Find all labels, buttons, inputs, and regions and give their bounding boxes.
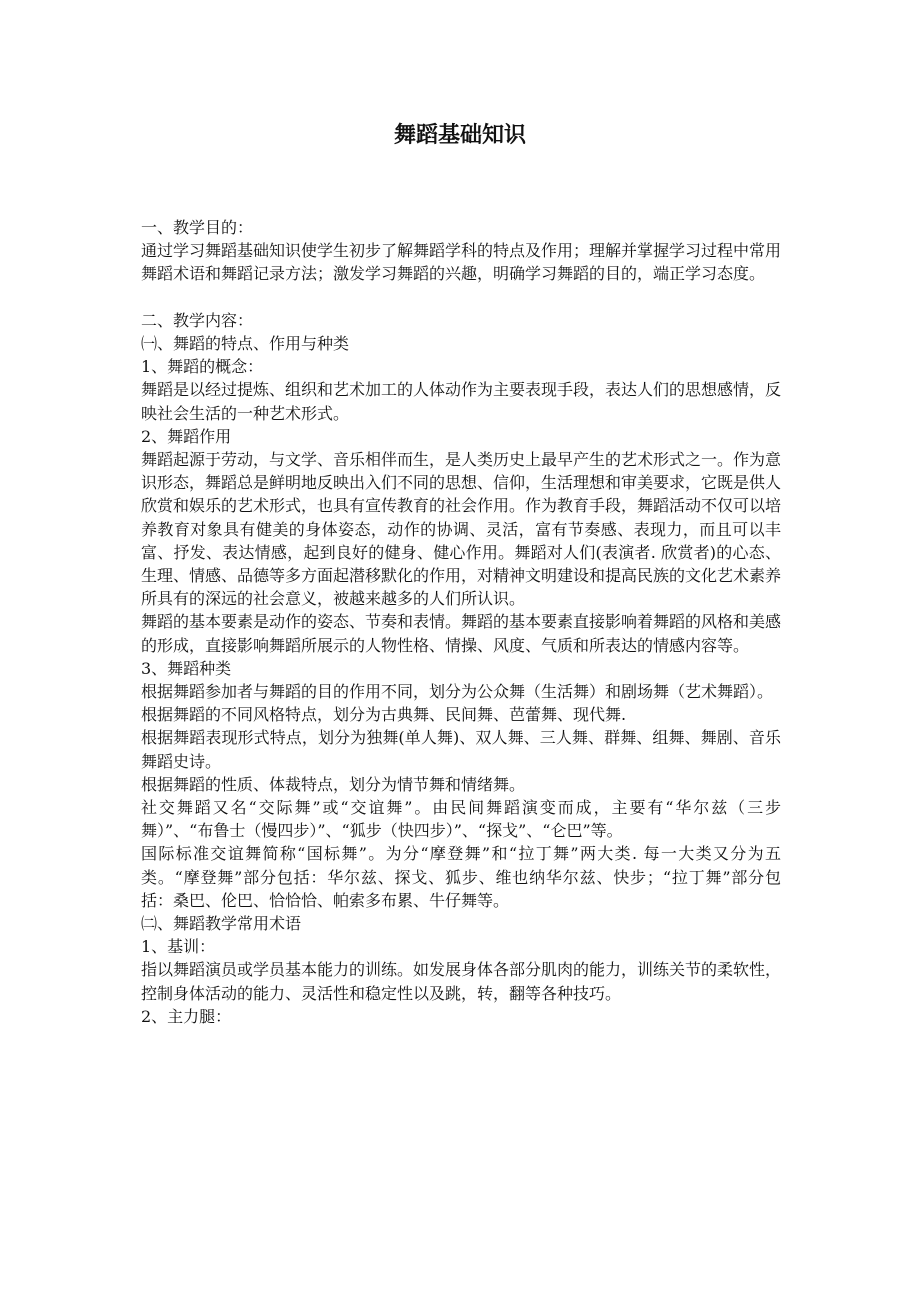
item-heading-function: 2、舞蹈作用 xyxy=(141,426,232,446)
section-heading-teaching-goal: 一、教学目的： xyxy=(141,218,254,237)
item-heading-supporting-leg: 2、主力腿： xyxy=(141,1006,232,1026)
item-heading-types: 3、舞蹈种类 xyxy=(141,658,232,678)
paragraph-spacer xyxy=(141,286,781,309)
paragraph-ballroom-dance: 国际标准交谊舞简称“国标舞”。为分“摩登舞”和“拉丁舞”两大类. 每一大类又分为五类。“摩登舞”部分包括：华尔兹、探戈、狐步、维也纳华尔兹、快步；“拉丁舞”部分包括：桑巴、伦巴、恰恰恰、帕索多布累、牛仔舞等。 xyxy=(141,844,781,910)
paragraph-types-nature: 根据舞蹈的性质、体裁特点，划分为情节舞和情绪舞。 xyxy=(141,774,526,794)
paragraph-basic-training: 指以舞蹈演员或学员基本能力的训练。如发展身体各部分肌肉的能力，训练关节的柔软性，控制身体活动的能力、灵活性和稳定性以及跳，转，翻等各种技巧。 xyxy=(141,960,782,1003)
document-title: 舞蹈基础知识 xyxy=(393,123,526,148)
paragraph-teaching-goal: 通过学习舞蹈基础知识使学生初步了解舞蹈学科的特点及作用；理解并掌握学习过程中常用舞蹈术语和舞蹈记录方法；激发学习舞蹈的兴趣，明确学习舞蹈的目的，端正学习态度。 xyxy=(141,241,782,284)
subsection-heading-features: ㈠、舞蹈的特点、作用与种类 xyxy=(141,334,350,353)
paragraph-social-dance: 社交舞蹈又名“交际舞”或“交谊舞”。由民间舞蹈演变而成，主要有“华尔兹（三步舞）”、“布鲁士（慢四步）”、“狐步（快四步）”、“探戈”、“仑巴”等。 xyxy=(141,798,781,841)
paragraph-concept: 舞蹈是以经过提炼、组织和艺术加工的人体动作为主要表现手段，表达人们的思想感情，反映社会生活的一种艺术形式。 xyxy=(141,380,782,423)
paragraph-types-style: 根据舞蹈的不同风格特点，划分为古典舞、民间舞、芭蕾舞、现代舞. xyxy=(141,705,627,725)
paragraph-function: 舞蹈起源于劳动，与文学、音乐相伴而生，是人类历史上最早产生的艺术形式之一。作为意识形态，舞蹈总是鲜明地反映出入们不同的思想、信仰，生活理想和审美要求，它既是供人欣赏和娱乐的艺术形式，也具有宣传教育的社会作用。作为教育手段，舞蹈活动不仅可以培养教育对象具有健美的身体姿态，动作的协调、灵活，富有节奏感、表现力，而且可以丰富、抒发、表达情感，起到良好的健身、健心作用。舞蹈对人们(表演者. 欣赏者)的心态、生理、情感、品德等多方面起潜移默化的作用，对精神文明建设和提高民族的文化艺术素养所具有的深远的社会意义，被越来越多的人们所认识。 xyxy=(141,450,782,609)
paragraph-types-form: 根据舞蹈表现形式特点，划分为独舞(单人舞)、双人舞、三人舞、群舞、组舞、舞剧、音乐舞蹈史诗。 xyxy=(141,728,781,771)
subsection-heading-terms: ㈡、舞蹈教学常用术语 xyxy=(141,914,302,934)
item-heading-basic-training: 1、基训： xyxy=(141,937,216,957)
paragraph-basic-elements: 舞蹈的基本要素是动作的姿态、节奏和表情。舞蹈的基本要素直接影响着舞蹈的风格和美感的形成，直接影响舞蹈所展示的人物性格、情操、风度、气质和所表达的情感内容等。 xyxy=(141,612,782,655)
item-heading-concept: 1、舞蹈的概念： xyxy=(141,357,264,377)
document-body xyxy=(141,216,781,1028)
section-heading-teaching-content: 二、教学内容： xyxy=(141,310,254,330)
paragraph-types-purpose: 根据舞蹈参加者与舞蹈的目的作用不同，划分为公众舞（生活舞）和剧场舞（艺术舞蹈）。 xyxy=(141,682,774,702)
